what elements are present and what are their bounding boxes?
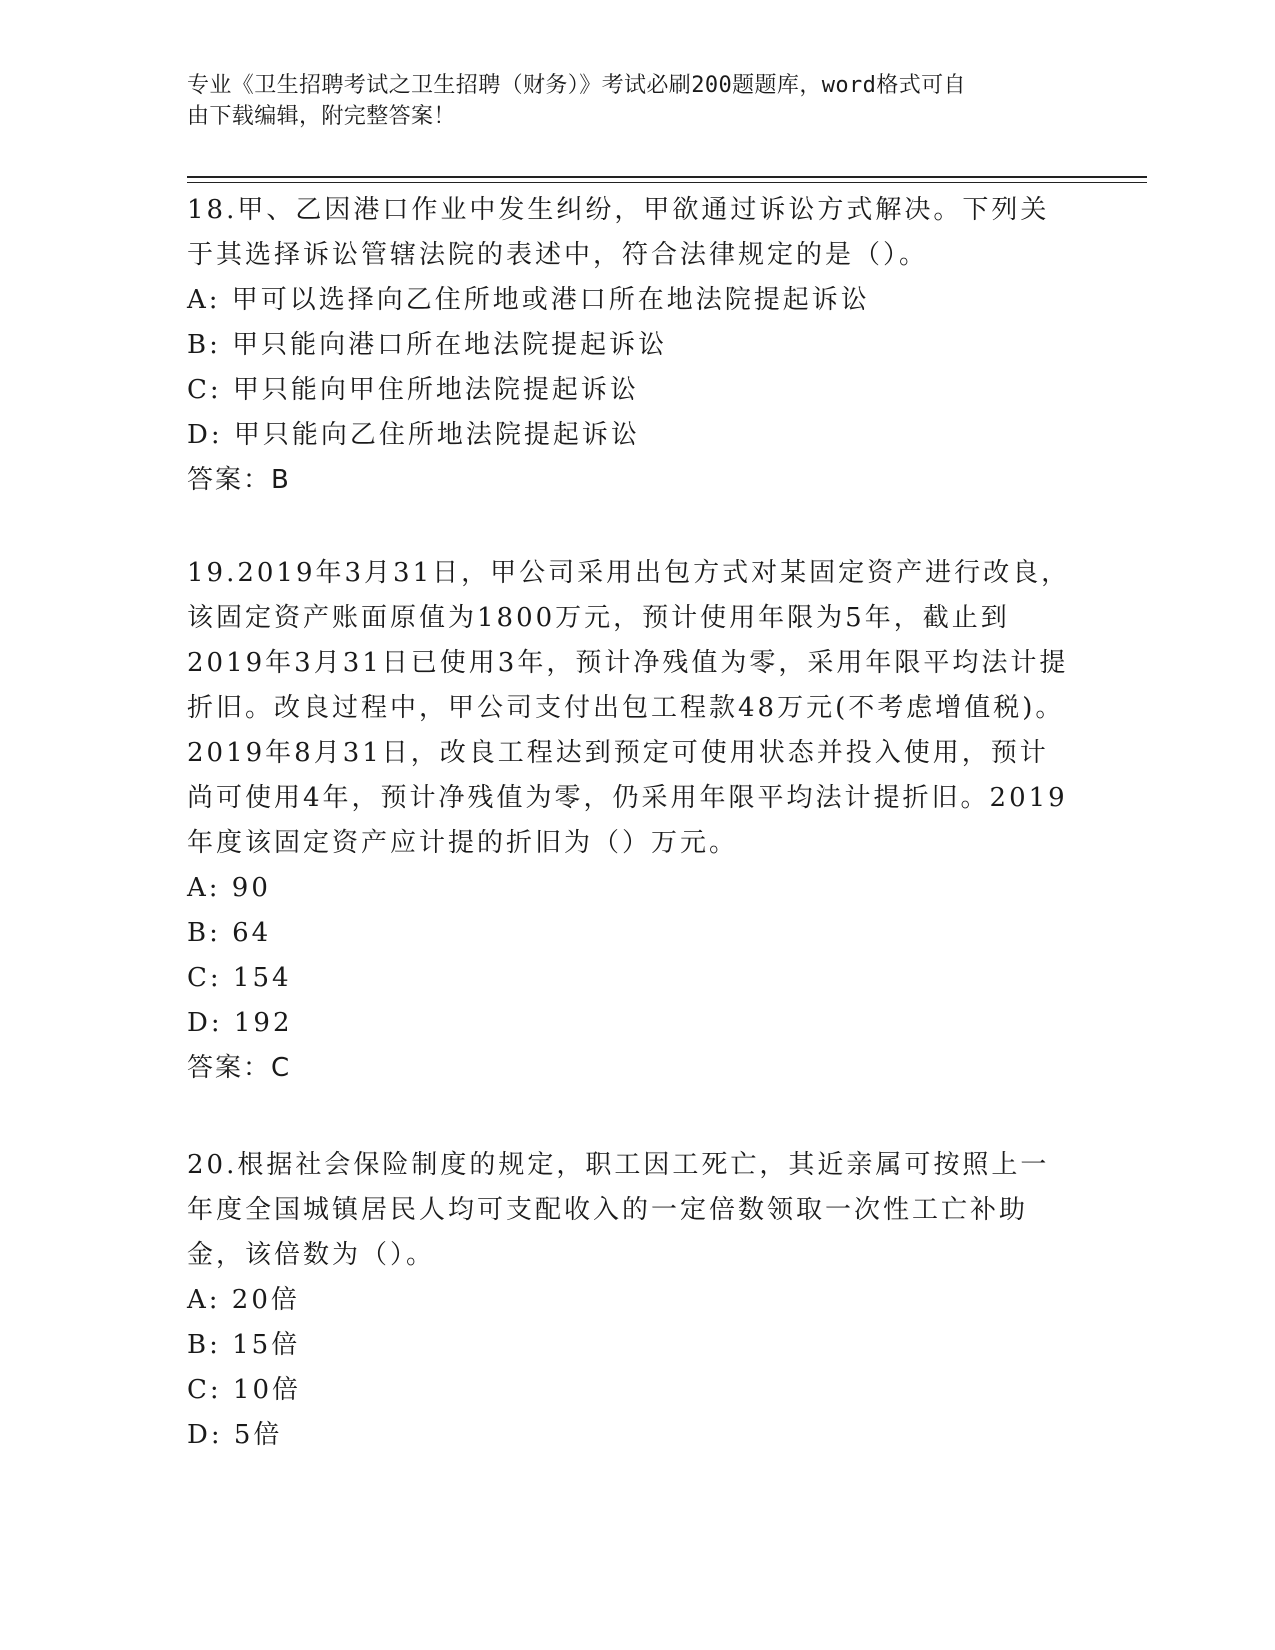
- option-b: B: 15倍: [187, 1330, 301, 1360]
- header-divider-thin: [187, 182, 1147, 183]
- option-b: B: 甲只能向港口所在地法院提起诉讼: [187, 330, 668, 360]
- option-a: A: 甲可以选择向乙住所地或港口所在地法院提起诉讼: [187, 285, 870, 315]
- document-header: [187, 70, 1067, 132]
- question-stem: 19.2019年3月31日，甲公司采用出包方式对某固定资产进行改良，该固定资产账面原值为1800万元，预计使用年限为5年，截止到2019年3月31日已使用3年，预计净残值为零，采用年限平均法计提折旧。改良过程中，甲公司支付出包工程款48万元(不考虑增值税)。2019年8月31日，改良工程达到预定可使用状态并投入使用，预计尚可使用4年，预计净残值为零，仍采用年限平均法计提折旧。2019年度该固定资产应计提的折旧为（）万元。: [187, 558, 1071, 858]
- option-a: A: 20倍: [187, 1285, 300, 1315]
- option-c: C: 10倍: [187, 1375, 302, 1405]
- option-c: C: 甲只能向甲住所地法院提起诉讼: [187, 375, 639, 405]
- question-20: [187, 1143, 1077, 1458]
- answer-label: 答案：C: [187, 1053, 292, 1083]
- option-d: D: 5倍: [187, 1420, 283, 1450]
- option-b: B: 64: [187, 918, 272, 948]
- option-a: A: 90: [187, 873, 271, 903]
- option-c: C: 154: [187, 963, 292, 993]
- question-19: [187, 551, 1077, 1091]
- question-18: [187, 188, 1077, 503]
- option-d: D: 192: [187, 1008, 293, 1038]
- header-divider-thick: [187, 176, 1147, 178]
- option-d: D: 甲只能向乙住所地法院提起诉讼: [187, 420, 640, 450]
- header-title-line-2: 由下载编辑，附完整答案！: [187, 104, 456, 129]
- header-title-line-1: 专业《卫生招聘考试之卫生招聘（财务）》考试必刷200题题库，word格式可自: [187, 73, 966, 98]
- question-stem: 18.甲、乙因港口作业中发生纠纷，甲欲通过诉讼方式解决。下列关于其选择诉讼管辖法院的表述中，符合法律规定的是（）。: [187, 195, 1050, 270]
- answer-label: 答案：B: [187, 465, 291, 495]
- question-stem: 20.根据社会保险制度的规定，职工因工死亡，其近亲属可按照上一年度全国城镇居民人均可支配收入的一定倍数领取一次性工亡补助金，该倍数为（）。: [187, 1150, 1050, 1270]
